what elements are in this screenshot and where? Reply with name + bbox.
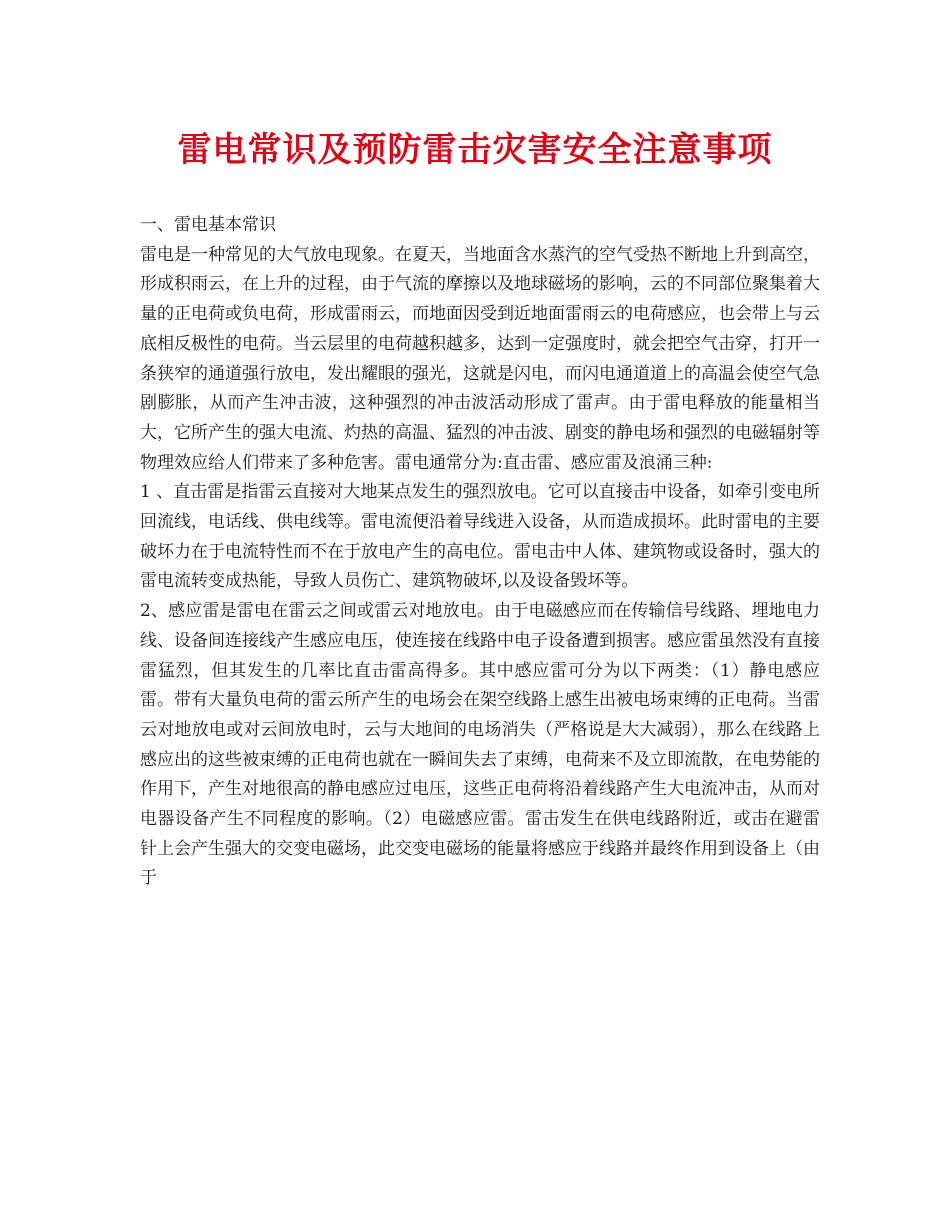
document-body (140, 211, 820, 894)
paragraph: 雷电是一种常见的大气放电现象。在夏天，当地面含水蒸汽的空气受热不断地上升到高空，形成积雨云，在上升的过程，由于气流的摩擦以及地球磁场的影响，云的不同部位聚集着大量的正电荷或负电荷，形成雷雨云，而地面因受到近地面雷雨云的电荷感应，也会带上与云底相反极性的电荷。当云层里的电荷越积越多，达到一定强度时，就会把空气击穿，打开一条狭窄的通道强行放电，发出耀眼的强光，这就是闪电，而闪电通道道上的高温会使空气急剧膨胀，从而产生冲击波，这种强烈的冲击波活动形成了雷声。由于雷电释放的能量相当大，它所产生的强大电流、灼热的高温、猛烈的冲击波、剧变的静电场和强烈的电磁辐射等物理效应给人们带来了多种危害。雷电通常分为:直击雷、感应雷及浪涌三种: (140, 244, 820, 473)
paragraph: 1 、直击雷是指雷云直接对大地某点发生的强烈放电。它可以直接击中设备，如牵引变电所回流线，电话线、供电线等。雷电流便沿着导线进入设备，从而造成损坏。此时雷电的主要破坏力在于电流特性而不在于放电产生的高电位。雷电击中人体、建筑物或设备时，强大的雷电流转变成热能，导致人员伤亡、建筑物破坏,以及设备毁坏等。 (140, 482, 820, 592)
section-heading: 一、雷电基本常识 (140, 215, 276, 235)
document-title: 雷电常识及预防雷击灾害安全注意事项 (177, 130, 773, 170)
paragraph: 2、感应雷是雷电在雷云之间或雷云对地放电。由于电磁感应而在传输信号线路、埋地电力线、设备间连接线产生感应电压，使连接在线路中电子设备遭到损害。感应雷虽然没有直接雷猛烈，但其发生的几率比直击雷高得多。其中感应雷可分为以下两类：（1）静电感应雷。带有大量负电荷的雷云所产生的电场会在架空线路上感生出被电场束缚的正电荷。当雷云对地放电或对云间放电时，云与大地间的电场消失（严格说是大大减弱），那么在线路上感应出的这些被束缚的正电荷也就在一瞬间失去了束缚，电荷来不及立即流散，在电势能的作用下，产生对地很高的静电感应过电压，这些正电荷将沿着线路产生大电流冲击，从而对电器设备产生不同程度的影响。（2）电磁感应雷。雷击发生在供电线路附近，或击在避雷针上会产生强大的交变电磁场，此交变电磁场的能量将感应于线路并最终作用到设备上（由于 (140, 601, 820, 889)
